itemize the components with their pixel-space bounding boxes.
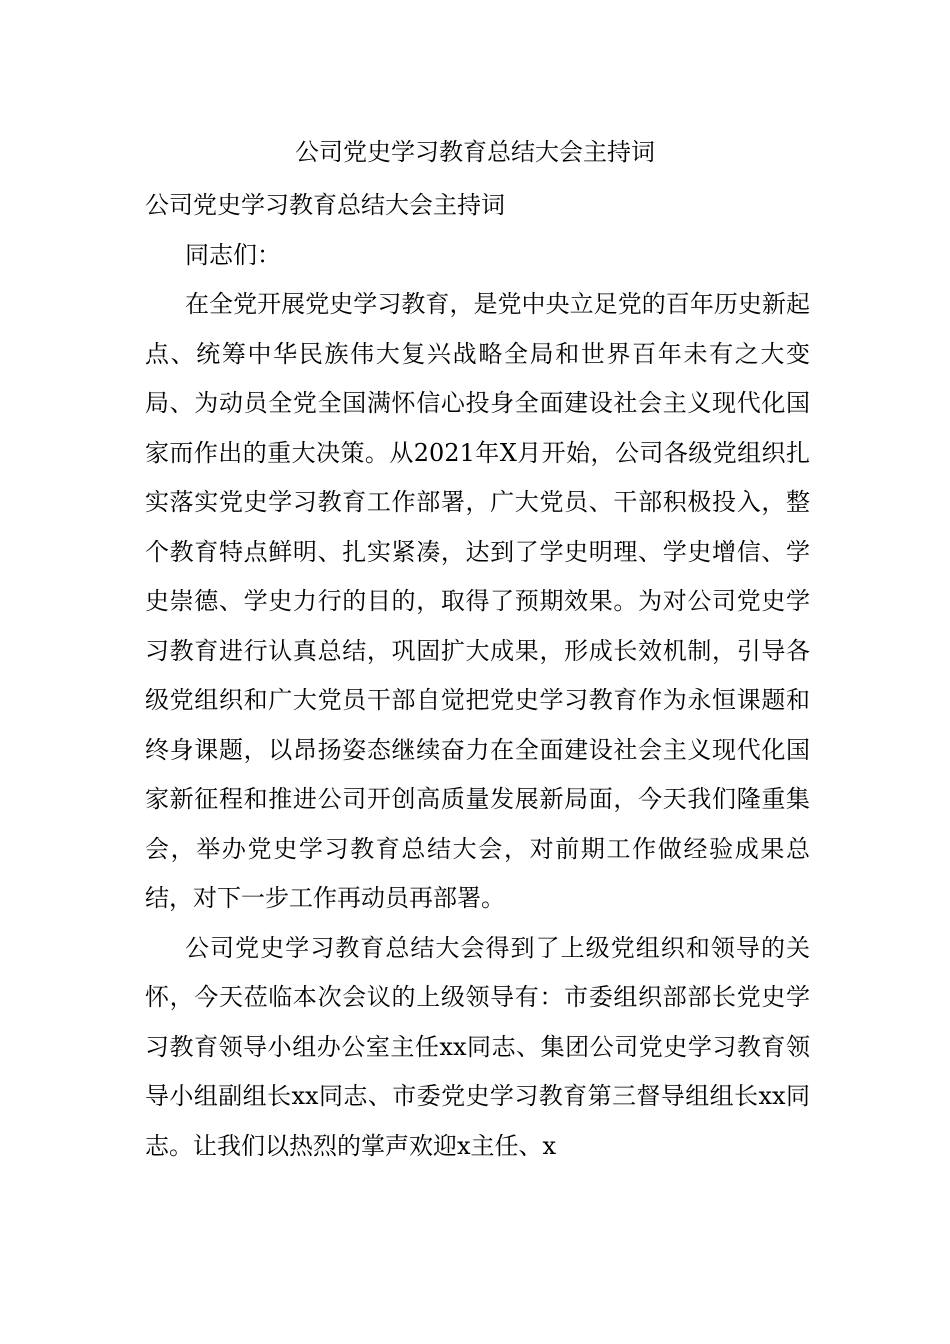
document-body bbox=[145, 181, 810, 1171]
paragraph-guests: 公司党史学习教育总结大会得到了上级党组织和领导的关怀，今天莅临本次会议的上级领导有：市委组织部部长党史学习教育领导小组办公室主任xx同志、集团公司党史学习教育领导小组副组长xx同志、市委党史学习教育第三督导组组长xx同志。让我们以热烈的掌声欢迎x主任、x bbox=[145, 933, 810, 1160]
salutation: 同志们： bbox=[185, 240, 281, 269]
document-title: 公司党史学习教育总结大会主持词 bbox=[295, 138, 655, 166]
document-subtitle: 公司党史学习教育总结大会主持词 bbox=[145, 191, 505, 219]
paragraph-opening: 在全党开展党史学习教育，是党中央立足党的百年历史新起点、统筹中华民族伟大复兴战略全局和世界百年未有之大变局、为动员全党全国满怀信心投身全面建设社会主义现代化国家而作出的重大决策。从2021年X月开始，公司各级党组织扎实落实党史学习教育工作部署，广大党员、干部积极投入，整个教育特点鲜明、扎实紧凑，达到了学史明理、学史增信、学史崇德、学史力行的目的，取得了预期效果。为对公司党史学习教育进行认真总结，巩固扩大成果，形成长效机制，引导各级党组织和广大党员干部自觉把党史学习教育作为永恒课题和终身课题，以昂扬姿态继续奋力在全面建设社会主义现代化国家新征程和推进公司开创高质量发展新局面，今天我们隆重集会，举办党史学习教育总结大会，对前期工作做经验成果总结，对下一步工作再动员再部署。 bbox=[145, 290, 810, 912]
